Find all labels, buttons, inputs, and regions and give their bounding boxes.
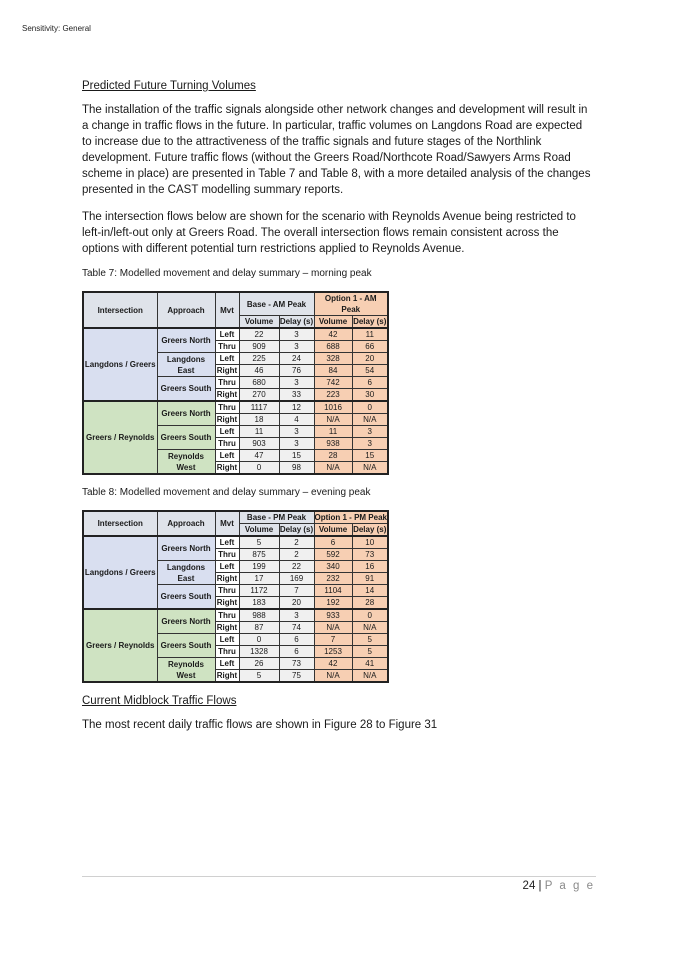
base-volume-cell: 988 [239, 609, 279, 622]
header-option-scenario: Option 1 - AM Peak [314, 292, 388, 316]
approach-cell: Greers South [157, 585, 215, 610]
header-base-scenario: Base - PM Peak [239, 511, 314, 524]
movement-cell: Right [216, 671, 238, 680]
option-delay-cell: N/A [352, 670, 388, 683]
base-delay-cell: 6 [279, 634, 314, 646]
option-delay-cell: 41 [352, 658, 388, 670]
base-volume-cell: 1172 [239, 585, 279, 597]
base-volume-cell: 0 [239, 634, 279, 646]
movement-cell: Left [215, 353, 239, 365]
page-content [82, 80, 594, 744]
option-volume-cell: 7 [314, 634, 352, 646]
paragraph-future-flows: The installation of the traffic signals alongside other network changes and development will result in a change in traffic flows in the future. In particular, traffic volumes on Langdons Road are expected to increase due to the attractiveness of the traffic signals and future stages of the Northlink development. Future traffic flows (without the Greers Road/Northcote Road/Sawyers Arms Road scheme in place) are presented in Table 7 and Table 8, with a more detailed analysis of the changes presented in the CAST modelling summary reports. [82, 104, 591, 196]
header-movement: Mvt [215, 292, 239, 328]
approach-cell: Greers South [157, 377, 215, 402]
base-volume-cell: 0 [239, 462, 279, 475]
option-volume-cell: 592 [314, 549, 352, 561]
base-volume-cell: 87 [239, 622, 279, 634]
section-heading-midblock: Current Midblock Traffic Flows [82, 695, 237, 707]
footer-rule [82, 876, 596, 877]
option-delay-cell: 30 [352, 389, 388, 402]
option-volume-cell: 11 [314, 426, 352, 438]
base-volume-cell: 225 [239, 353, 279, 365]
option-delay-cell: 0 [352, 401, 388, 414]
header-base-delay: Delay (s) [279, 317, 314, 326]
header-option-delay: Delay (s) [353, 525, 387, 534]
intersection-cell: Langdons / Greers [83, 536, 157, 609]
movement-cell: Thru [215, 609, 239, 622]
intersection-cell: Greers / Reynolds [83, 401, 157, 474]
option-volume-cell: 742 [314, 377, 352, 389]
base-delay-cell: 98 [279, 462, 314, 475]
table-row [83, 609, 388, 622]
base-delay-cell: 6 [279, 646, 314, 658]
base-delay-cell: 3 [279, 377, 314, 389]
option-volume-cell: 192 [314, 597, 352, 610]
header-base-scenario: Base - AM Peak [239, 292, 314, 316]
approach-cell: Greers North [157, 609, 215, 634]
base-delay-cell: 75 [279, 670, 314, 683]
movement-cell: Right [216, 623, 238, 632]
approach-cell: Greers South [157, 426, 215, 450]
movement-cell: Thru [215, 401, 239, 414]
table8-container [82, 510, 594, 683]
header-intersection: Intersection [83, 292, 157, 328]
option-delay-cell: 5 [352, 634, 388, 646]
option-delay-cell: 10 [352, 536, 388, 549]
paragraph-intersection-flows: The intersection flows below are shown for the scenario with Reynolds Avenue being restricted to left-in/left-out only at Greers Road. The overall intersection flows remain consistent across the options with different potential turn restrictions applied to Reynolds Avenue. [82, 211, 576, 255]
option-volume-cell: 688 [314, 341, 352, 353]
movement-cell: Left [215, 658, 239, 670]
movement-cell: Right [216, 366, 238, 375]
base-volume-cell: 903 [239, 438, 279, 450]
header-base-volume: Volume [239, 524, 279, 537]
option-delay-cell: 54 [352, 365, 388, 377]
base-volume-cell: 199 [239, 561, 279, 573]
base-volume-cell: 270 [239, 389, 279, 402]
table8-caption: Table 8: Modelled movement and delay summary – evening peak [82, 487, 371, 498]
option-volume-cell: 42 [314, 328, 352, 341]
base-delay-cell: 20 [279, 597, 314, 610]
header-option-delay: Delay (s) [353, 317, 387, 326]
base-volume-cell: 5 [239, 670, 279, 683]
base-delay-cell: 7 [279, 585, 314, 597]
base-volume-cell: 183 [239, 597, 279, 610]
header-approach: Approach [157, 511, 215, 536]
base-delay-cell: 169 [279, 573, 314, 585]
base-delay-cell: 3 [279, 328, 314, 341]
base-volume-cell: 1117 [239, 401, 279, 414]
option-volume-cell: N/A [314, 622, 352, 634]
option-volume-cell: 1104 [314, 585, 352, 597]
option-volume-cell: 84 [314, 365, 352, 377]
base-delay-cell: 73 [279, 658, 314, 670]
header-option-volume: Volume [314, 524, 352, 537]
option-delay-cell: 5 [352, 646, 388, 658]
base-delay-cell: 2 [279, 549, 314, 561]
table7-table [82, 291, 389, 475]
option-delay-cell: 0 [352, 609, 388, 622]
option-delay-cell: 3 [352, 438, 388, 450]
option-delay-cell: 20 [352, 353, 388, 365]
header-intersection: Intersection [83, 511, 157, 536]
section-heading-turning-volumes: Predicted Future Turning Volumes [82, 80, 256, 92]
base-volume-cell: 909 [239, 341, 279, 353]
base-volume-cell: 17 [239, 573, 279, 585]
header-base-volume: Volume [239, 316, 279, 329]
movement-cell: Left [215, 328, 239, 341]
movement-cell: Left [215, 450, 239, 462]
approach-cell: Greers North [157, 328, 215, 353]
option-volume-cell: 28 [314, 450, 352, 462]
base-volume-cell: 5 [239, 536, 279, 549]
header-movement: Mvt [215, 511, 239, 536]
movement-cell: Left [215, 536, 239, 549]
base-delay-cell: 15 [279, 450, 314, 462]
movement-cell: Thru [215, 377, 239, 389]
base-volume-cell: 11 [239, 426, 279, 438]
option-volume-cell: 1016 [314, 401, 352, 414]
option-volume-cell: 328 [314, 353, 352, 365]
base-delay-cell: 12 [279, 401, 314, 414]
header-base-delay: Delay (s) [279, 525, 314, 534]
table-header-row [83, 292, 388, 316]
option-volume-cell: 6 [314, 536, 352, 549]
base-delay-cell: 3 [279, 426, 314, 438]
base-delay-cell: 2 [279, 536, 314, 549]
base-delay-cell: 24 [279, 353, 314, 365]
approach-cell: Reynolds West [157, 658, 215, 683]
movement-cell: Thru [215, 549, 239, 561]
movement-cell: Thru [215, 341, 239, 353]
movement-cell: Left [215, 561, 239, 573]
base-volume-cell: 18 [239, 414, 279, 426]
page-word: P a g e [544, 880, 595, 892]
paragraph-midblock: The most recent daily traffic flows are shown in Figure 28 to Figure 31 [82, 719, 438, 731]
movement-cell: Left [215, 634, 239, 646]
table-row [83, 401, 388, 414]
option-delay-cell: 6 [352, 377, 388, 389]
base-volume-cell: 22 [239, 328, 279, 341]
option-volume-cell: 1253 [314, 646, 352, 658]
option-delay-cell: 11 [352, 328, 388, 341]
approach-cell: Langdons East [157, 561, 215, 585]
movement-cell: Thru [215, 585, 239, 597]
base-volume-cell: 26 [239, 658, 279, 670]
approach-cell: Greers North [157, 401, 215, 426]
header-option-volume: Volume [314, 316, 352, 329]
option-volume-cell: N/A [314, 670, 352, 683]
movement-cell: Right [216, 415, 238, 424]
option-volume-cell: 42 [314, 658, 352, 670]
movement-cell: Right [216, 574, 238, 583]
base-volume-cell: 680 [239, 377, 279, 389]
base-delay-cell: 4 [279, 414, 314, 426]
option-volume-cell: N/A [314, 414, 352, 426]
page-separator: | [538, 880, 542, 892]
table8-table [82, 510, 389, 683]
movement-cell: Right [216, 598, 238, 607]
approach-cell: Greers North [157, 536, 215, 561]
table-row [83, 328, 388, 341]
option-delay-cell: N/A [352, 462, 388, 475]
movement-cell: Right [216, 463, 238, 472]
base-volume-cell: 46 [239, 365, 279, 377]
approach-cell: Reynolds West [157, 450, 215, 475]
base-volume-cell: 47 [239, 450, 279, 462]
intersection-cell: Greers / Reynolds [83, 609, 157, 682]
option-volume-cell: 232 [314, 573, 352, 585]
table-row [83, 536, 388, 549]
base-delay-cell: 33 [279, 389, 314, 402]
header-option-scenario: Option 1 - PM Peak [314, 513, 387, 522]
option-delay-cell: 28 [352, 597, 388, 610]
base-delay-cell: 3 [279, 609, 314, 622]
option-delay-cell: 3 [352, 426, 388, 438]
option-delay-cell: 91 [352, 573, 388, 585]
option-delay-cell: 14 [352, 585, 388, 597]
option-delay-cell: 73 [352, 549, 388, 561]
option-volume-cell: 340 [314, 561, 352, 573]
base-delay-cell: 74 [279, 622, 314, 634]
base-delay-cell: 76 [279, 365, 314, 377]
approach-cell: Langdons East [157, 353, 215, 377]
option-delay-cell: N/A [352, 414, 388, 426]
header-approach: Approach [157, 292, 215, 328]
base-volume-cell: 875 [239, 549, 279, 561]
base-delay-cell: 3 [279, 341, 314, 353]
page-number [523, 880, 595, 892]
base-volume-cell: 1328 [239, 646, 279, 658]
option-delay-cell: 66 [352, 341, 388, 353]
sensitivity-label: Sensitivity: General [22, 24, 91, 33]
option-volume-cell: 223 [314, 389, 352, 402]
movement-cell: Thru [215, 646, 239, 658]
movement-cell: Right [216, 390, 238, 399]
movement-cell: Left [215, 426, 239, 438]
intersection-cell: Langdons / Greers [83, 328, 157, 401]
page-number-value: 24 [522, 880, 536, 892]
base-delay-cell: 3 [279, 438, 314, 450]
base-delay-cell: 22 [279, 561, 314, 573]
movement-cell: Thru [215, 438, 239, 450]
option-volume-cell: 933 [314, 609, 352, 622]
option-delay-cell: 16 [352, 561, 388, 573]
table7-caption: Table 7: Modelled movement and delay summary – morning peak [82, 268, 372, 279]
option-volume-cell: 938 [314, 438, 352, 450]
option-volume-cell: N/A [314, 462, 352, 475]
table7-container [82, 291, 594, 475]
option-delay-cell: 15 [352, 450, 388, 462]
approach-cell: Greers South [157, 634, 215, 658]
option-delay-cell: N/A [352, 622, 388, 634]
table-header-row [83, 511, 388, 524]
